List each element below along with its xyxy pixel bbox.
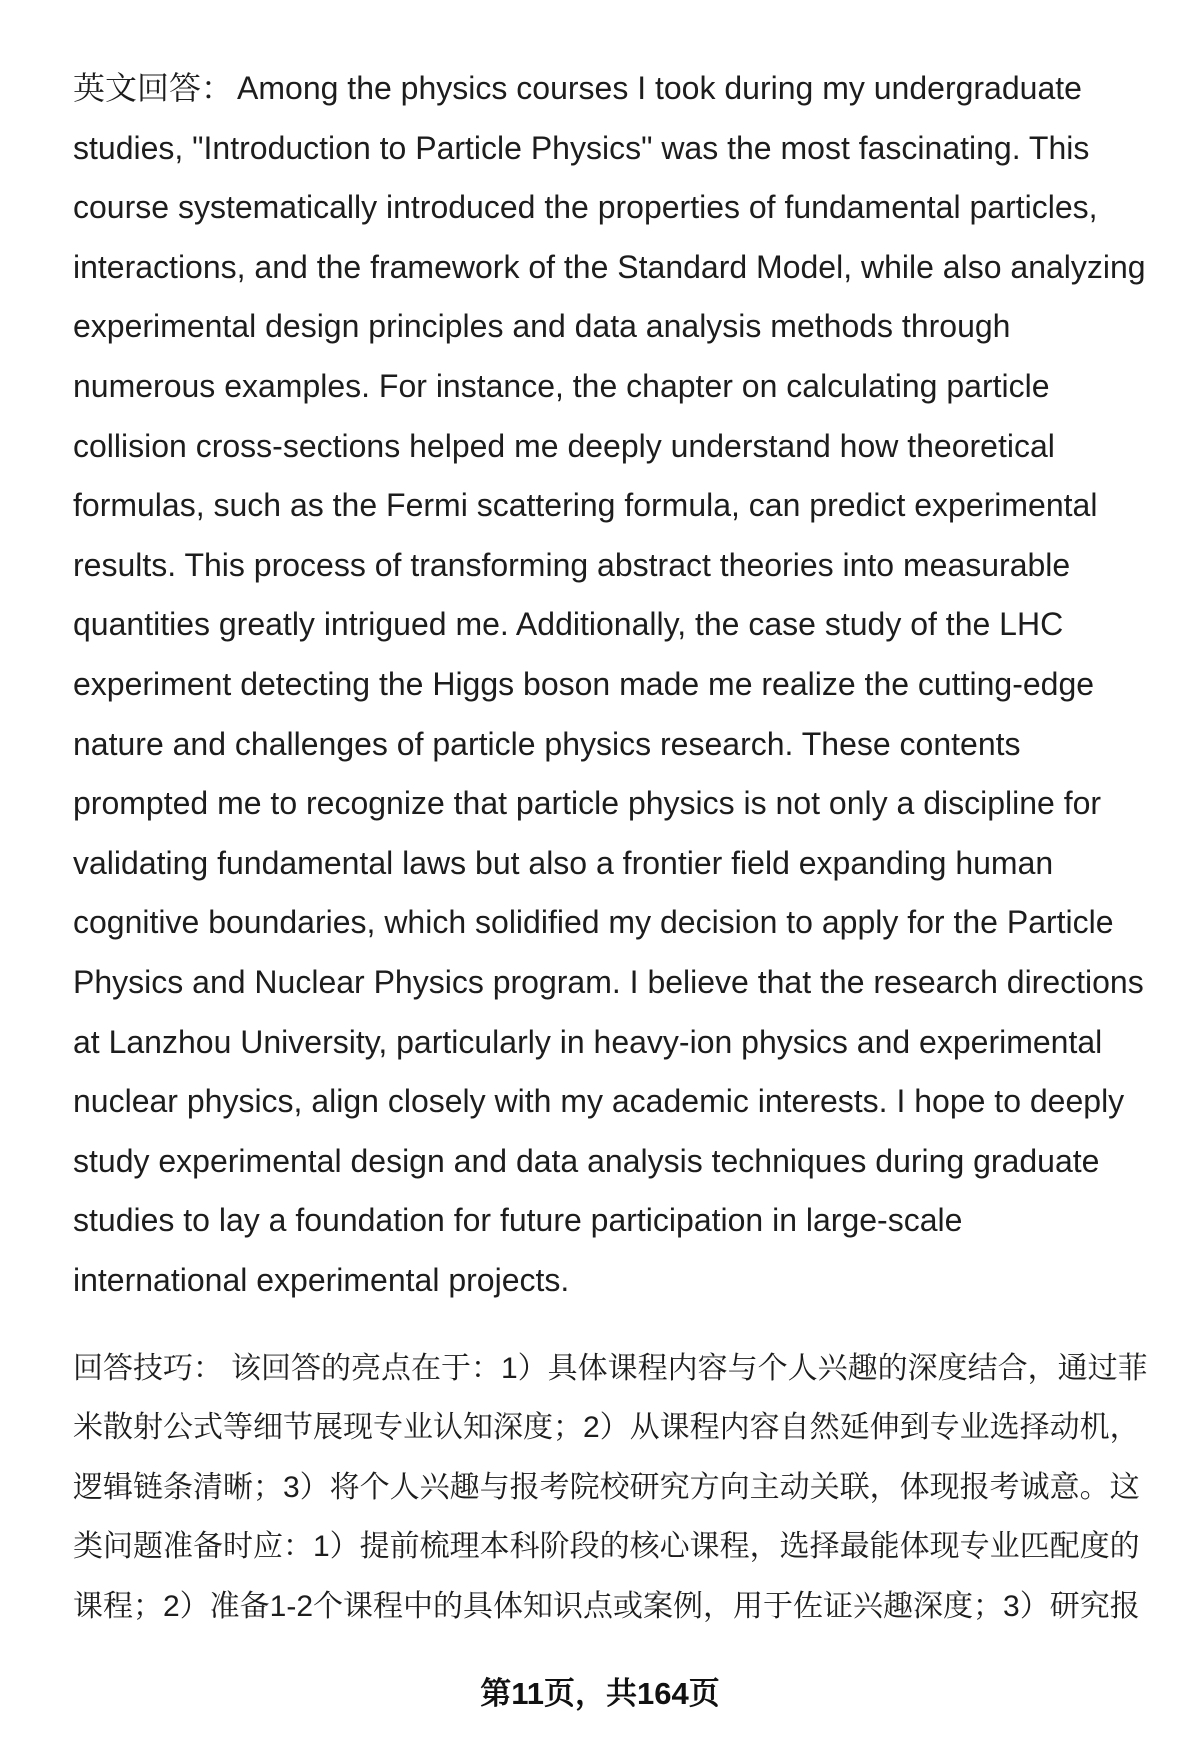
answer-label: 英文回答： <box>73 70 234 106</box>
answer-line: at Lanzhou University, particularly in heavy-ion physics and experimental <box>73 1023 1103 1060</box>
answer-line: results. This process of transforming abstract theories into measurable <box>73 546 1071 583</box>
answer-line: study experimental design and data analysis techniques during graduate <box>73 1142 1100 1179</box>
answer-line: studies to lay a foundation for future participation in large-scale <box>73 1202 963 1239</box>
answer-line-text: Among the physics courses I took during my undergraduate <box>237 70 1082 106</box>
answer-line: validating fundamental laws but also a frontier field expanding human <box>73 844 1054 881</box>
answer-line <box>73 59 1146 119</box>
answer-tips-paragraph <box>73 1339 1148 1636</box>
answer-line: collision cross-sections helped me deeply understand how theoretical <box>73 427 1055 464</box>
answer-line: experiment detecting the Higgs boson made me realize the cutting-edge <box>73 665 1095 702</box>
answer-line: prompted me to recognize that particle physics is not only a discipline for <box>73 785 1102 822</box>
answer-line: course systematically introduced the properties of fundamental particles, <box>73 189 1098 226</box>
tips-line-text: 该回答的亮点在于：1）具体课程内容与个人兴趣的深度结合，通过菲 <box>231 1352 1148 1385</box>
answer-line: quantities greatly intrigued me. Additionally, the case study of the LHC <box>73 606 1064 643</box>
answer-line: international experimental projects. <box>73 1261 570 1298</box>
tips-label: 回答技巧： <box>73 1352 223 1385</box>
tips-line: 课程；2）准备1-2个课程中的具体知识点或案例，用于佐证兴趣深度；3）研究报 <box>73 1589 1140 1623</box>
answer-line: cognitive boundaries, which solidified my decision to apply for the Particle <box>73 904 1114 941</box>
tips-line <box>73 1339 1148 1398</box>
tips-line: 逻辑链条清晰；3）将个人兴趣与报考院校研究方向主动关联，体现报考诚意。这 <box>73 1470 1140 1504</box>
answer-line: interactions, and the framework of the Standard Model, while also analyzing <box>73 248 1146 285</box>
tips-line: 类问题准备时应：1）提前梳理本科阶段的核心课程，选择最能体现专业匹配度的 <box>73 1530 1140 1564</box>
tips-line: 米散射公式等细节展现专业认知深度；2）从课程内容自然延伸到专业选择动机， <box>73 1411 1140 1445</box>
answer-line: formulas, such as the Fermi scattering formula, can predict experimental <box>73 487 1098 524</box>
page-number: 第11页，共164页 <box>480 1676 720 1711</box>
answer-line: nature and challenges of particle physics research. These contents <box>73 725 1021 762</box>
answer-line: numerous examples. For instance, the chapter on calculating particle <box>73 367 1050 404</box>
answer-line: nuclear physics, align closely with my academic interests. I hope to deeply <box>73 1083 1125 1120</box>
answer-line: studies, "Introduction to Particle Physics" was the most fascinating. This <box>73 129 1090 166</box>
english-answer-paragraph <box>73 59 1146 1310</box>
answer-line: Physics and Nuclear Physics program. I believe that the research directions <box>73 963 1144 1000</box>
answer-line: experimental design principles and data analysis methods through <box>73 308 1011 345</box>
